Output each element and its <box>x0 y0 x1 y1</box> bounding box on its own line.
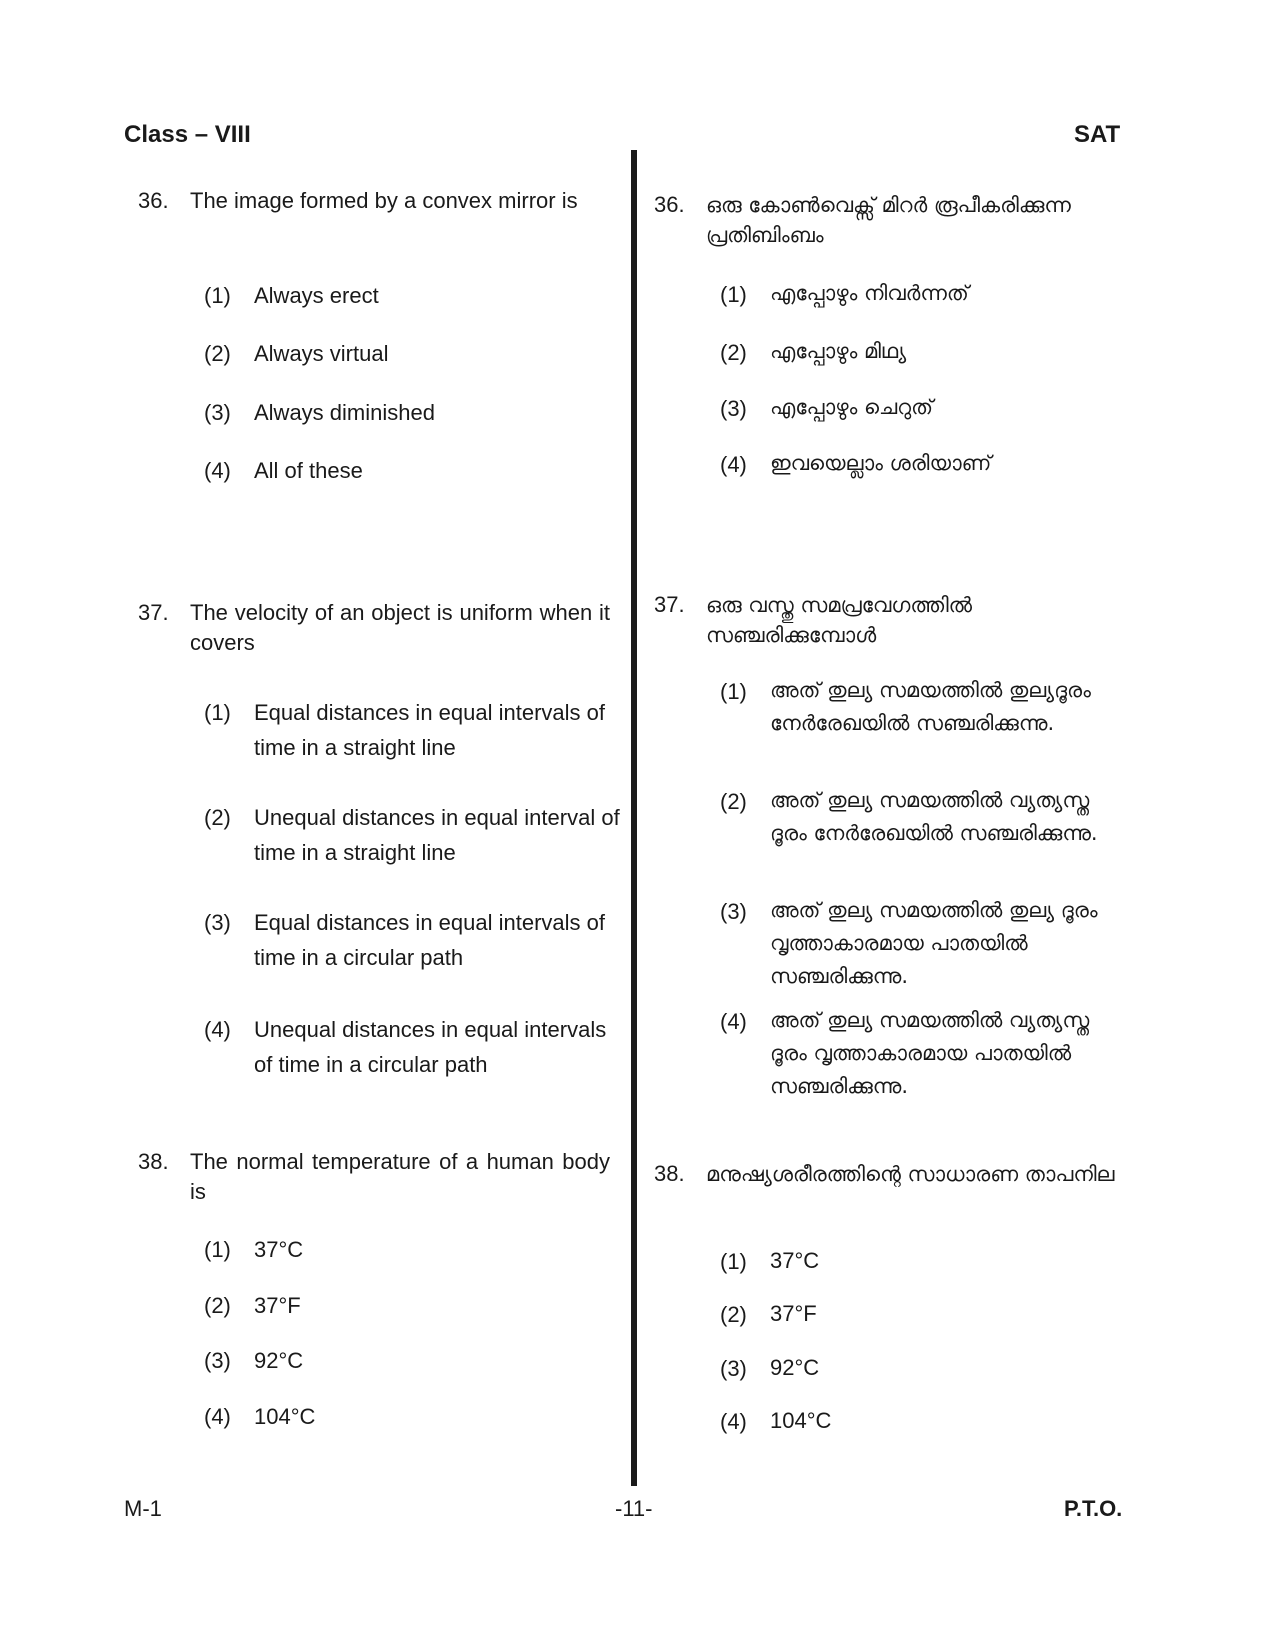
page-number: -11- <box>615 1496 653 1521</box>
question-number: 38. <box>654 1161 685 1186</box>
question-number: 36. <box>654 192 685 217</box>
question-number: 37. <box>654 592 685 617</box>
option-text: 104°C <box>770 1408 832 1433</box>
option-number: (1) <box>720 282 747 307</box>
option-number: (3) <box>204 400 231 425</box>
option-number: (2) <box>720 1302 747 1327</box>
question-text: മനുഷ്യശരീരത്തിന്റെ സാധാരണ താപനില <box>706 1162 1115 1186</box>
option-text: എപ്പോഴും ചെറുത് <box>770 395 933 419</box>
option-number: (1) <box>204 283 231 308</box>
option-number: (4) <box>204 1404 231 1429</box>
option-number: (3) <box>204 1348 231 1373</box>
class-label: Class – VIII <box>124 121 251 148</box>
option-number: (4) <box>204 1017 231 1042</box>
question-text: The velocity of an object is uniform when it covers <box>190 600 610 655</box>
option-number: (2) <box>720 789 747 814</box>
option-text: അത് തുല്യ സമയത്തിൽ തുല്യ ദൂരം വൃത്താകാരമായ പാതയിൽ സഞ്ചരിക്കുന്നു. <box>770 898 1098 988</box>
option-text: Equal distances in equal intervals of time in a circular path <box>254 910 605 970</box>
option-text: 37°C <box>254 1237 304 1262</box>
option-text: All of these <box>254 458 363 483</box>
option-text: അത് തുല്യ സമയത്തിൽ തുല്യദൂരം നേർരേഖയിൽ സഞ്ചരിക്കുന്നു. <box>770 678 1091 735</box>
option-number: (1) <box>204 1237 231 1262</box>
question-text: The image formed by a convex mirror is <box>190 188 578 213</box>
option-number: (4) <box>720 452 747 477</box>
option-text: Always diminished <box>254 400 435 425</box>
option-text: അത് തുല്യ സമയത്തിൽ വ്യത്യസ്ത ദൂരം നേർരേഖയിൽ സഞ്ചരിക്കുന്നു. <box>770 788 1098 845</box>
option-text: Always erect <box>254 283 379 308</box>
option-text: 37°C <box>770 1248 820 1273</box>
option-number: (2) <box>204 341 231 366</box>
option-number: (1) <box>204 700 231 725</box>
option-text: Unequal distances in equal interval of time in a straight line <box>254 805 620 865</box>
option-number: (3) <box>720 899 747 924</box>
option-number: (3) <box>720 396 747 421</box>
option-text: 37°F <box>254 1293 301 1318</box>
question-text: ഒരു കോൺവെക്സ് മിറർ രൂപീകരിക്കുന്ന പ്രതിബിംബം <box>706 193 1071 247</box>
option-number: (3) <box>720 1356 747 1381</box>
option-text: Equal distances in equal intervals of time in a straight line <box>254 700 605 760</box>
question-number: 36. <box>138 188 169 213</box>
column-divider <box>631 150 637 1486</box>
option-number: (3) <box>204 910 231 935</box>
booklet-code: M-1 <box>124 1496 162 1521</box>
option-text: 92°C <box>254 1348 304 1373</box>
option-text: 104°C <box>254 1404 316 1429</box>
option-text: 92°C <box>770 1355 820 1380</box>
option-text: 37°F <box>770 1301 817 1326</box>
option-number: (2) <box>204 1293 231 1318</box>
question-number: 37. <box>138 600 169 625</box>
option-number: (4) <box>204 458 231 483</box>
option-number: (2) <box>204 805 231 830</box>
option-number: (1) <box>720 1249 747 1274</box>
option-number: (2) <box>720 340 747 365</box>
option-number: (1) <box>720 679 747 704</box>
question-text: The normal temperature of a human body is <box>190 1149 610 1204</box>
option-number: (4) <box>720 1409 747 1434</box>
option-text: ഇവയെല്ലാം ശരിയാണ് <box>770 451 992 475</box>
option-text: Always virtual <box>254 341 389 366</box>
exam-label: SAT <box>1074 121 1121 148</box>
option-text: എപ്പോഴും മിഥ്യ <box>770 339 907 363</box>
option-text: എപ്പോഴും നിവർന്നത് <box>770 281 969 305</box>
question-number: 38. <box>138 1149 169 1174</box>
option-text: അത് തുല്യ സമയത്തിൽ വ്യത്യസ്ത ദൂരം വൃത്താകാരമായ പാതയിൽ സഞ്ചരിക്കുന്നു. <box>770 1008 1090 1098</box>
option-text: Unequal distances in equal intervals of time in a circular path <box>254 1017 607 1077</box>
option-number: (4) <box>720 1009 747 1034</box>
question-text: ഒരു വസ്തു സമപ്രവേഗത്തിൽ സഞ്ചരിക്കുമ്പോൾ <box>706 593 973 647</box>
pto-label: P.T.O. <box>1064 1496 1123 1521</box>
